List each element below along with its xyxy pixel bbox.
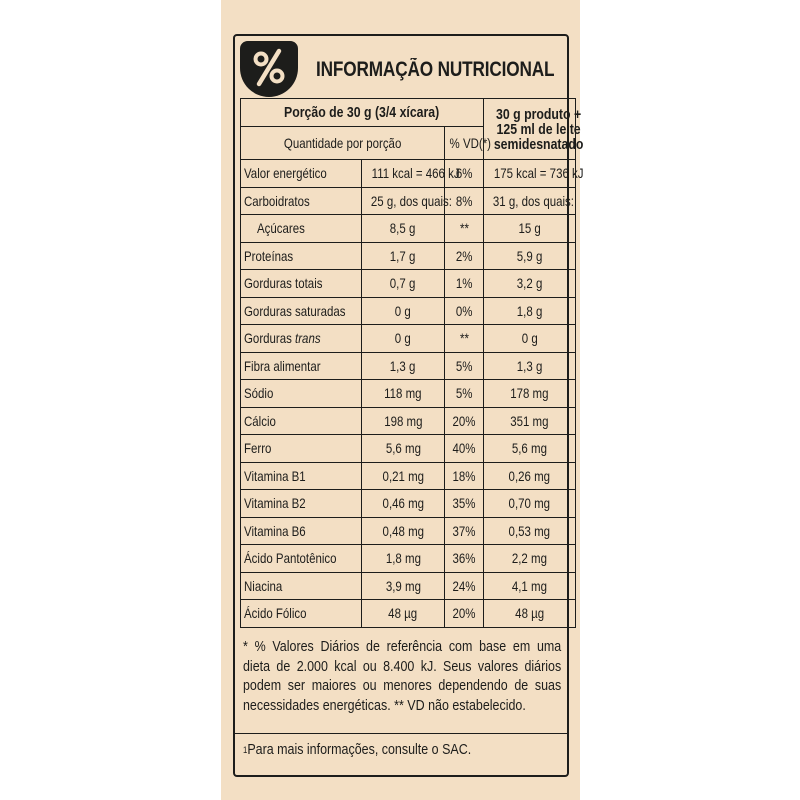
portion-amount: 198 mg — [362, 407, 445, 435]
nutrient-name: Ácido Pantotênico — [241, 545, 362, 573]
nutrient-name: Ferro — [241, 435, 362, 463]
table-row — [241, 325, 576, 353]
table-row — [241, 270, 576, 298]
milk-amount: 1,3 g — [484, 352, 576, 380]
table-row — [241, 572, 576, 600]
nutrient-name: Valor energético — [241, 160, 362, 188]
milk-amount: 175 kcal = 736 kJ — [484, 160, 576, 188]
portion-amount: 48 µg — [362, 600, 445, 628]
table-header-row — [241, 99, 576, 127]
daily-value: 0% — [445, 297, 484, 325]
nutrient-name: Gorduras saturadas — [241, 297, 362, 325]
daily-value: 20% — [445, 407, 484, 435]
table-row — [241, 462, 576, 490]
table-row — [241, 187, 576, 215]
portion-amount: 0,46 mg — [362, 490, 445, 518]
milk-amount: 3,2 g — [484, 270, 576, 298]
daily-value: 35% — [445, 490, 484, 518]
table-row — [241, 380, 576, 408]
percent-bowl-icon — [240, 41, 298, 97]
vd-header: % VD(*) — [445, 127, 484, 160]
nutrient-name: Vitamina B6 — [241, 517, 362, 545]
milk-amount: 178 mg — [484, 380, 576, 408]
nutrient-name: Vitamina B2 — [241, 490, 362, 518]
nutrient-name: Niacina — [241, 572, 362, 600]
portion-amount: 0,21 mg — [362, 462, 445, 490]
table-row — [241, 435, 576, 463]
daily-value: 18% — [445, 462, 484, 490]
daily-value: 37% — [445, 517, 484, 545]
portion-amount: 3,9 mg — [362, 572, 445, 600]
table-row — [241, 297, 576, 325]
nutrient-name: Cálcio — [241, 407, 362, 435]
nutrient-name: Ácido Fólico — [241, 600, 362, 628]
milk-amount: 48 µg — [484, 600, 576, 628]
nutrient-name: Fibra alimentar — [241, 352, 362, 380]
table-row — [241, 545, 576, 573]
footnote: * % Valores Diários de referência com base em uma dieta de 2.000 kcal ou 8.400 kJ. Seus valores diários podem ser maiores ou menores dependendo de suas necessidades energéticas. ** VD não estabelecido. — [243, 639, 562, 714]
portion-amount: 111 kcal = 466 kJ — [362, 160, 445, 188]
daily-value: 2% — [445, 242, 484, 270]
table-row — [241, 215, 576, 243]
milk-amount: 5,9 g — [484, 242, 576, 270]
daily-value: 5% — [445, 352, 484, 380]
nutrient-name: Açúcares — [241, 215, 362, 243]
nutrient-name: Proteínas — [241, 242, 362, 270]
milk-column-header: 30 g produto + 125 ml de leite semidesnatado — [484, 99, 576, 160]
nutrient-name: Vitamina B1 — [241, 462, 362, 490]
portion-amount: 0,7 g — [362, 270, 445, 298]
table-row — [241, 407, 576, 435]
table-row — [241, 600, 576, 628]
milk-amount: 0,53 mg — [484, 517, 576, 545]
daily-value: 6% — [445, 160, 484, 188]
table-row — [241, 160, 576, 188]
nutrient-name: Gorduras trans — [241, 325, 362, 353]
qty-header: Quantidade por porção — [241, 127, 445, 160]
milk-amount: 351 mg — [484, 407, 576, 435]
portion-amount: 1,7 g — [362, 242, 445, 270]
daily-value: 5% — [445, 380, 484, 408]
milk-amount: 5,6 mg — [484, 435, 576, 463]
daily-value: 36% — [445, 545, 484, 573]
nutrient-name: Sódio — [241, 380, 362, 408]
portion-amount: 8,5 g — [362, 215, 445, 243]
milk-amount: 0 g — [484, 325, 576, 353]
daily-value: ** — [445, 215, 484, 243]
daily-value: 20% — [445, 600, 484, 628]
daily-value: 8% — [445, 187, 484, 215]
milk-amount: 0,26 mg — [484, 462, 576, 490]
milk-amount: 4,1 mg — [484, 572, 576, 600]
portion-amount: 0 g — [362, 325, 445, 353]
milk-amount: 0,70 mg — [484, 490, 576, 518]
portion-amount: 25 g, dos quais: — [362, 187, 445, 215]
nutrition-table — [240, 98, 584, 628]
milk-amount: 15 g — [484, 215, 576, 243]
table-row — [241, 490, 576, 518]
milk-amount: 31 g, dos quais: — [484, 187, 576, 215]
table-row — [241, 352, 576, 380]
daily-value: 1% — [445, 270, 484, 298]
nutrient-name: Gorduras totais — [241, 270, 362, 298]
daily-value: ** — [445, 325, 484, 353]
milk-amount: 2,2 mg — [484, 545, 576, 573]
sac-note: $^1$Para mais informações, consulte o SAC. — [243, 742, 472, 758]
portion-amount: 0 g — [362, 297, 445, 325]
portion-header: Porção de 30 g (3/4 xícara) — [241, 99, 484, 127]
table-row — [241, 242, 576, 270]
daily-value: 24% — [445, 572, 484, 600]
portion-amount: 1,3 g — [362, 352, 445, 380]
portion-amount: 1,8 mg — [362, 545, 445, 573]
divider — [233, 733, 569, 734]
nutrient-name: Carboidratos — [241, 187, 362, 215]
portion-amount: 118 mg — [362, 380, 445, 408]
table-row — [241, 517, 576, 545]
page-title: INFORMAÇÃO NUTRICIONAL — [316, 58, 555, 81]
daily-value: 40% — [445, 435, 484, 463]
portion-amount: 5,6 mg — [362, 435, 445, 463]
portion-amount: 0,48 mg — [362, 517, 445, 545]
milk-amount: 1,8 g — [484, 297, 576, 325]
